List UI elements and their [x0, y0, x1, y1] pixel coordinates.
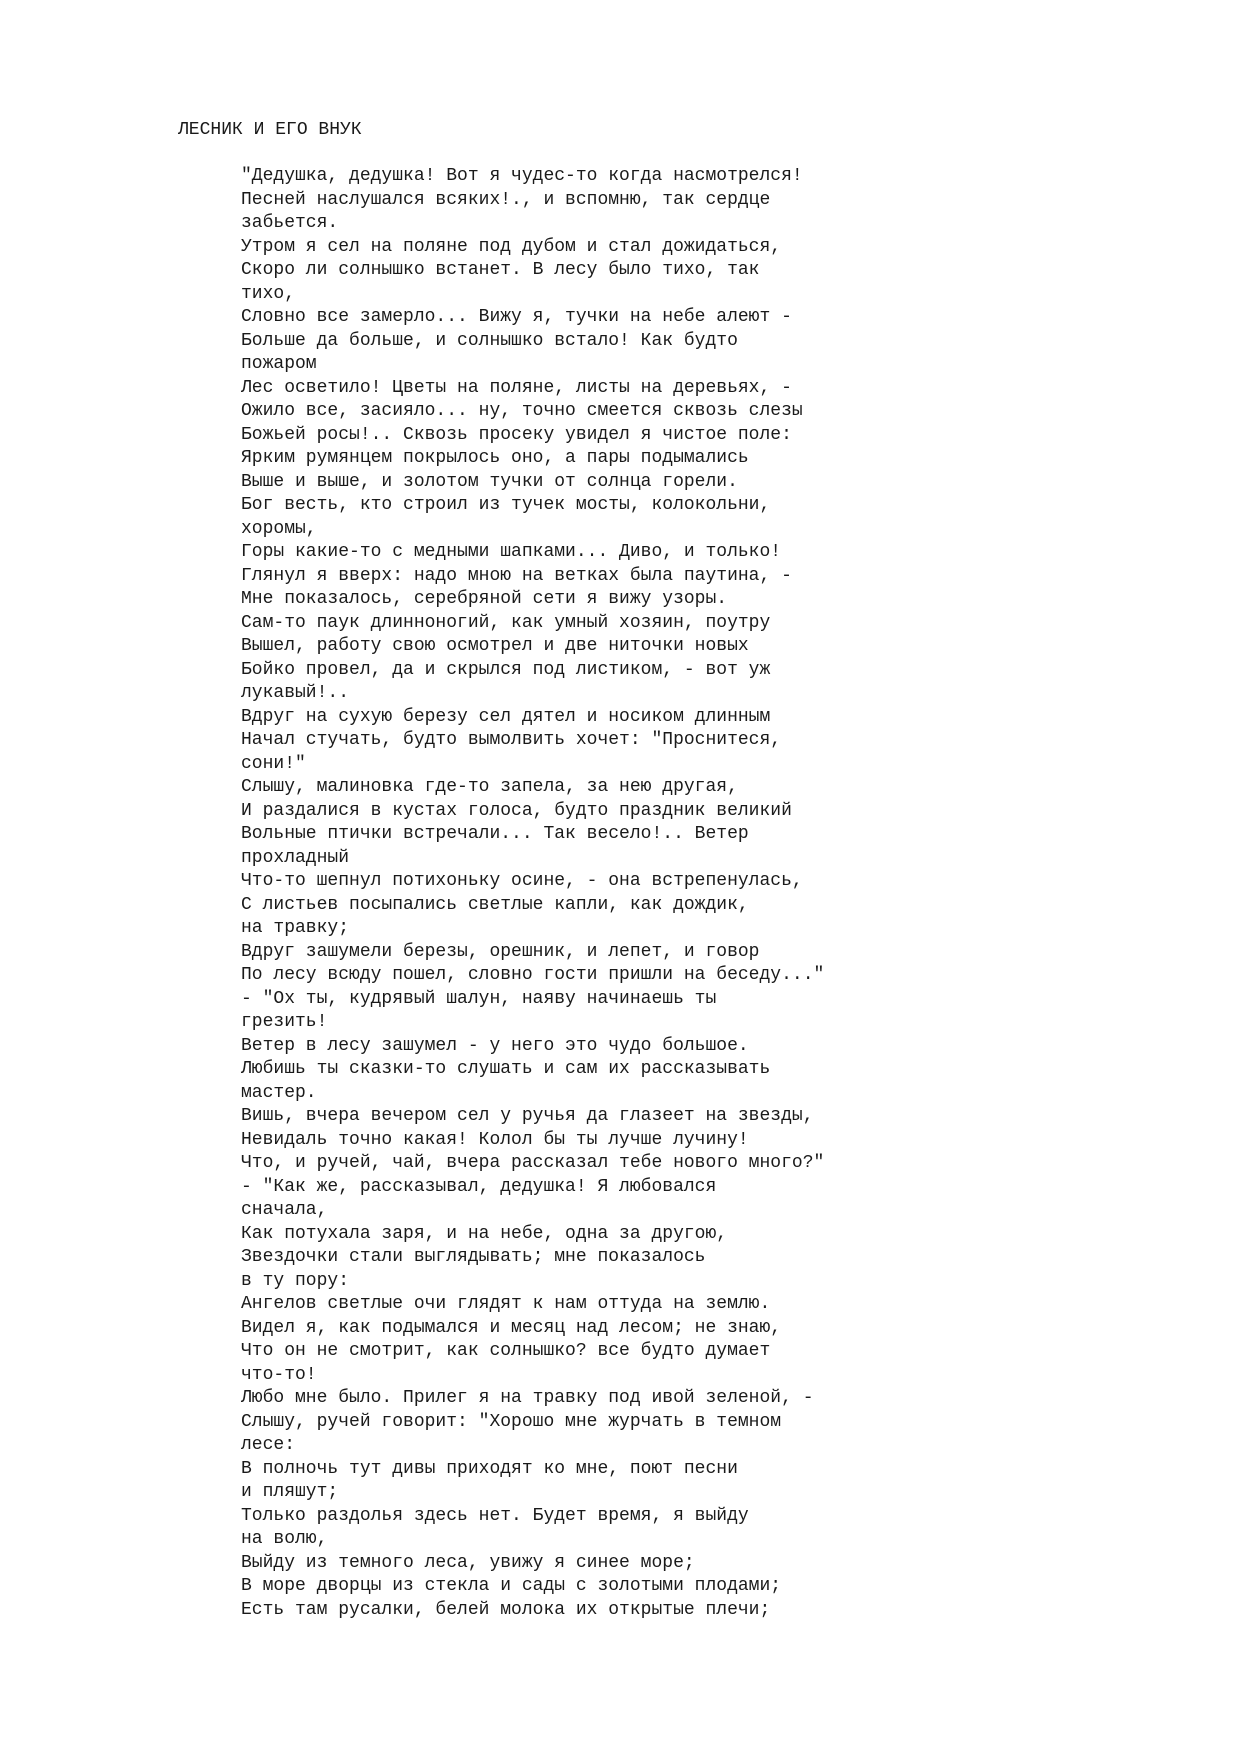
poem-line: Словно все замерло... Вижу я, тучки на небе алеют -	[241, 307, 792, 327]
poem-line: лесе:	[241, 1435, 296, 1455]
poem-line: Вдруг на сухую березу сел дятел и носиком длинным	[241, 706, 771, 727]
poem-line: Сам-то паук длинноногий, как умный хозяин, поутру	[241, 612, 771, 633]
poem-line: Слышу, малиновка где-то запела, за нею другая,	[241, 777, 738, 797]
poem-line: забьется.	[241, 213, 339, 233]
poem-line: "Дедушка, дедушка! Вот я чудес-то когда насмотрелся!	[241, 166, 803, 186]
poem-line: и пляшут;	[241, 1482, 339, 1502]
poem-line: Бойко провел, да и скрылся под листиком, - вот уж	[241, 659, 771, 680]
poem-text	[241, 165, 824, 1622]
poem-line: Горы какие-то с медными шапками... Диво, и только!	[241, 542, 782, 562]
poem-line: Звездочки стали выглядывать; мне показалось	[241, 1247, 706, 1267]
poem-line: Вышел, работу свою осмотрел и две ниточки новых	[241, 636, 749, 656]
poem-line: Что-то шепнул потихоньку осине, - она встрепенулась,	[241, 871, 803, 891]
poem-line: Вишь, вчера вечером сел у ручья да глазеет на звезды,	[241, 1106, 814, 1126]
poem-line: Любо мне было. Прилег я на травку под ивой зеленой, -	[241, 1388, 814, 1408]
poem-line: Вольные птички встречали... Так весело!.. Ветер	[241, 824, 749, 844]
poem-line: По лесу всюду пошел, словно гости пришли на беседу..."	[241, 965, 825, 985]
poem-line: Песней наслушался всяких!., и вспомню, так сердце	[241, 189, 771, 210]
poem-line: прохладный	[241, 847, 350, 868]
poem-line: Бог весть, кто строил из тучек мосты, колокольни,	[241, 495, 771, 515]
poem-line: Ярким румянцем покрылось оно, а пары подымались	[241, 448, 749, 468]
poem-line: что-то!	[241, 1364, 317, 1385]
poem-line: хоромы,	[241, 518, 317, 539]
poem-line: Только раздолья здесь нет. Будет время, я выйду	[241, 1505, 749, 1526]
poem-line: Слышу, ручей говорит: "Хорошо мне журчать в темном	[241, 1411, 782, 1432]
poem-line: пожаром	[241, 354, 317, 374]
poem-line: Утром я сел на поляне под дубом и стал дожидаться,	[241, 236, 782, 257]
poem-line: Лес осветило! Цветы на поляне, листы на деревьях, -	[241, 377, 792, 398]
poem-line: - "Ох ты, кудрявый шалун, наяву начинаешь ты	[241, 988, 717, 1009]
poem-line: Выйду из темного леса, увижу я синее море;	[241, 1552, 695, 1573]
poem-line: мастер.	[241, 1082, 317, 1103]
poem-line: С листьев посыпались светлые капли, как дождик,	[241, 894, 749, 915]
poem-line: Больше да больше, и солнышко встало! Как будто	[241, 330, 738, 351]
poem-line: сони!"	[241, 753, 306, 774]
poem-line: Что, и ручей, чай, вчера рассказал тебе нового много?"	[241, 1153, 825, 1173]
document-title: ЛЕСНИК И ЕГО ВНУК	[178, 120, 362, 140]
poem-line: Божьей росы!.. Сквозь просеку увидел я чистое поле:	[241, 424, 792, 445]
poem-line: В полночь тут дивы приходят ко мне, поют песни	[241, 1458, 738, 1479]
poem-line: Любишь ты сказки-то слушать и сам их рассказывать	[241, 1059, 771, 1079]
poem-line: Начал стучать, будто вымолвить хочет: "Проснитеся,	[241, 730, 782, 750]
poem-line: в ту пору:	[241, 1270, 350, 1291]
poem-line: И раздалися в кустах голоса, будто праздник великий	[241, 800, 792, 821]
poem-line: Скоро ли солнышко встанет. В лесу было тихо, так	[241, 260, 760, 280]
poem-line: Вдруг зашумели березы, орешник, и лепет, и говор	[241, 941, 760, 962]
poem-line: Ангелов светлые очи глядят к нам оттуда на землю.	[241, 1294, 771, 1314]
poem-line: Как потухала заря, и на небе, одна за другою,	[241, 1223, 728, 1244]
poem-line: Ожило все, засияло... ну, точно смеется сквозь слезы	[241, 401, 803, 421]
poem-line: грезить!	[241, 1012, 328, 1032]
poem-line: на травку;	[241, 918, 350, 938]
poem-line: - "Как же, рассказывал, дедушка! Я любовался	[241, 1176, 717, 1197]
poem-line: Ветер в лесу зашумел - у него это чудо большое.	[241, 1035, 749, 1056]
poem-line: Выше и выше, и золотом тучки от солнца горели.	[241, 471, 738, 492]
poem-line: Мне показалось, серебряной сети я вижу узоры.	[241, 589, 728, 609]
poem-line: Видел я, как подымался и месяц над лесом; не знаю,	[241, 1317, 782, 1338]
poem-line: Что он не смотрит, как солнышко? все будто думает	[241, 1341, 771, 1361]
poem-line: Есть там русалки, белей молока их открытые плечи;	[241, 1599, 771, 1620]
poem-line: сначала,	[241, 1200, 328, 1220]
poem-line: В море дворцы из стекла и сады с золотыми плодами;	[241, 1576, 782, 1596]
poem-line: лукавый!..	[241, 683, 350, 703]
poem-line: тихо,	[241, 283, 296, 304]
poem-line: Невидаль точно какая! Колол бы ты лучше лучину!	[241, 1129, 749, 1150]
poem-line: Глянул я вверх: надо мною на ветках была паутина, -	[241, 565, 792, 586]
poem-line: на волю,	[241, 1529, 328, 1549]
